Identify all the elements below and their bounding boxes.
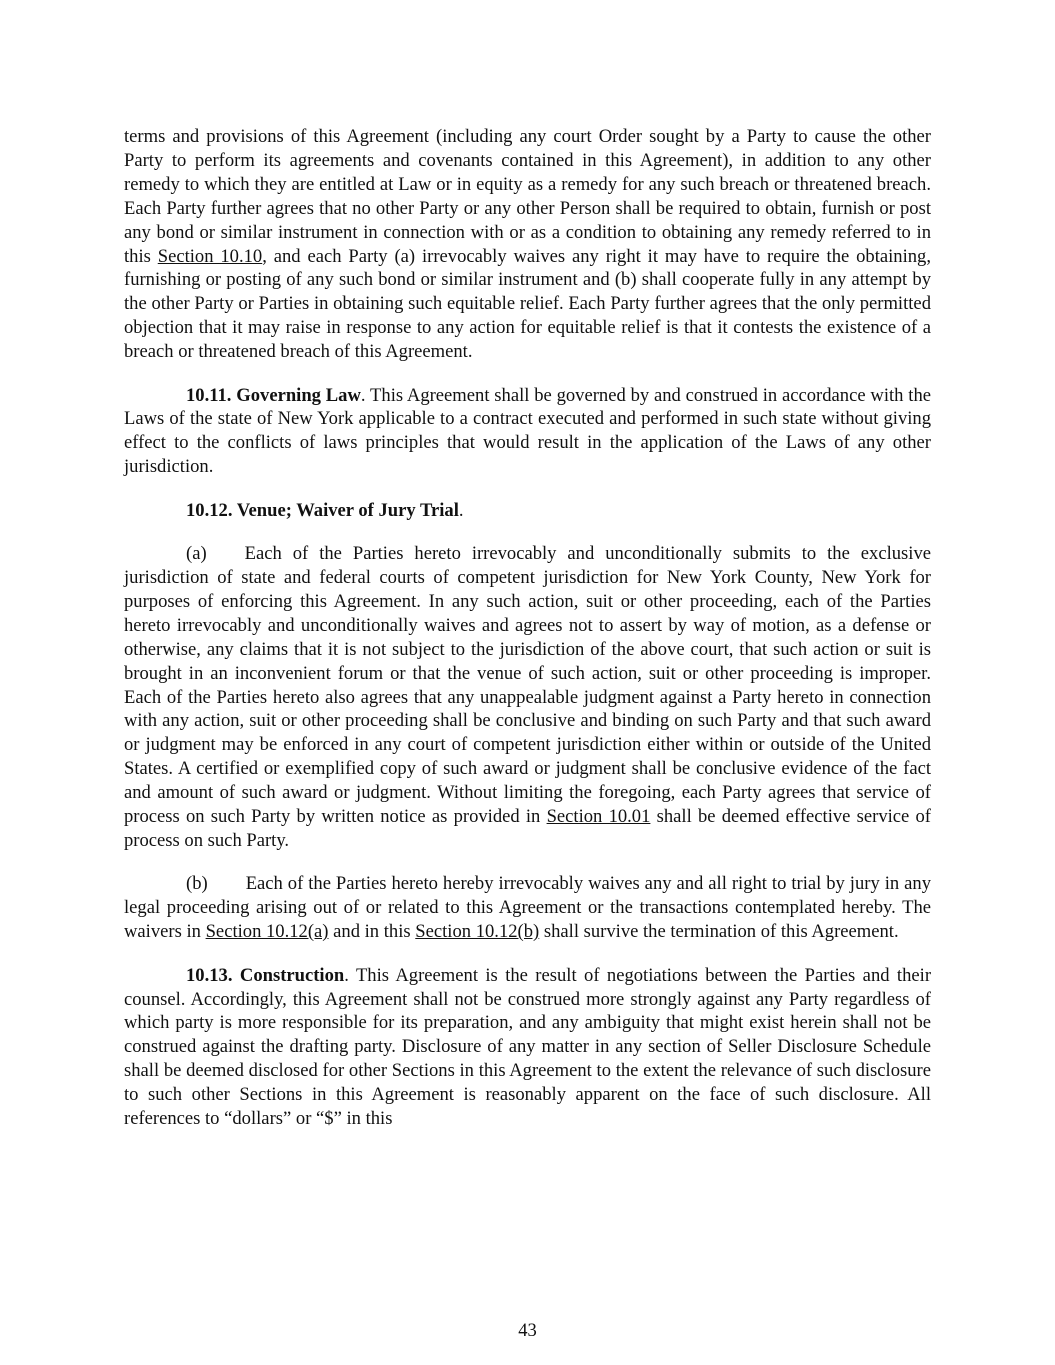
- page-number: 43: [518, 1320, 537, 1341]
- paragraph-text: , and each Party (a) irrevocably waives any right it may have to require the obtaining, furnishing or posting of any such bond or similar instrument and (b) shall cooperate fully in any attempt by the other Party or Parties in obtaining such equitable relief. Each Party further agrees that the only permitted objection that it may raise in response to any action for equitable relief is that it contests the existence of a breach or threatened breach of this Agreement.: [124, 245, 932, 363]
- section-10-11-paragraph: [124, 384, 931, 480]
- paragraph-text: and in this: [328, 921, 416, 943]
- section-10-13-heading: 10.13. Construction: [186, 964, 345, 986]
- clause-label-b: (b): [186, 873, 208, 895]
- paragraph-text: . This Agreement is the result of negotiations between the Parties and their counsel. Accordingly, this Agreement shall not be construed more strongly against any Party regardless of which party is more responsible for its preparation, and any ambiguity that might exist herein shall not be construed against the drafting party. Disclosure of any matter in any section of Seller Disclosure Schedule shall be deemed disclosed for other Sections in this Agreement to the extent the relevance of such disclosure to such other Sections in this Agreement is reasonably apparent on the face of such disclosure. All references to “dollars” or “$” in this: [124, 964, 932, 1130]
- section-10-13-paragraph: [124, 964, 931, 1131]
- section-10-12-a-paragraph: [124, 542, 931, 853]
- section-reference-10-10[interactable]: Section 10.10: [157, 245, 263, 267]
- section-reference-10-01[interactable]: Section 10.01: [546, 806, 651, 828]
- section-reference-10-12-a[interactable]: Section 10.12(a): [205, 921, 329, 943]
- paragraph-text: Each of the Parties hereto hereby irrevocably waives any and all right to trial by jury in any legal proceeding arising out of or related to this Agreement or the transactions contemplated hereby. The waivers in: [124, 873, 931, 943]
- section-10-11-heading: 10.11. Governing Law: [186, 384, 361, 406]
- paragraph-text: shall be deemed effective service of process on such Party.: [124, 806, 931, 851]
- paragraph-text: terms and provisions of this Agreement (including any court Order sought by a Party to cause the other Party to perform its agreements and covenants contained in this Agreement), in addition to any other remedy to which they are entitled at Law or in equity as a remedy for any such breach or threatened breach. Each Party further agrees that no other Party or any other Person shall be required to obtain, furnish or post any bond or similar instrument in connection with or as a condition to obtaining any remedy referred to in this: [124, 126, 931, 267]
- section-reference-10-12-b[interactable]: Section 10.12(b): [415, 921, 540, 943]
- section-10-12-heading-paragraph: [124, 499, 931, 523]
- section-10-12-b-paragraph: [124, 872, 931, 944]
- heading-punctuation: .: [458, 499, 464, 521]
- document-body: [124, 125, 931, 1150]
- section-10-12-heading: 10.12. Venue; Waiver of Jury Trial: [186, 499, 459, 521]
- continuation-paragraph: [124, 125, 931, 364]
- paragraph-text: shall survive the termination of this Agreement.: [539, 921, 899, 943]
- paragraph-text: Each of the Parties hereto irrevocably and unconditionally submits to the exclusive jurisdiction of state and federal courts of competent jurisdiction for New York County, New York for purposes of enforcing this Agreement. In any such action, suit or other proceeding, each of the Parties hereto irrevocably and unconditionally waives and agrees not to assert by way of motion, as a defense or otherwise, any claims that it is not subject to the jurisdiction of the above court, that such action or suit is brought in an inconvenient forum or that the venue of such action, suit or other proceeding is improper. Each of the Parties hereto also agrees that any unappealable judgment against a Party hereto in connection with any action, suit or other proceeding shall be conclusive and binding on such Party and that such award or judgment may be enforced in any court of competent jurisdiction either within or outside of the United States. A certified or exemplified copy of such award or judgment shall be conclusive evidence of the fact and amount of such award or judgment. Without limiting the foregoing, each Party agrees that service of process on such Party by written notice as provided in: [124, 543, 931, 828]
- clause-label-a: (a): [186, 543, 207, 565]
- paragraph-text: . This Agreement shall be governed by and construed in accordance with the Laws of the state of New York applicable to a contract executed and performed in such state without giving effect to the conflicts of laws principles that would result in the application of the Laws of any other jurisdiction.: [124, 384, 931, 478]
